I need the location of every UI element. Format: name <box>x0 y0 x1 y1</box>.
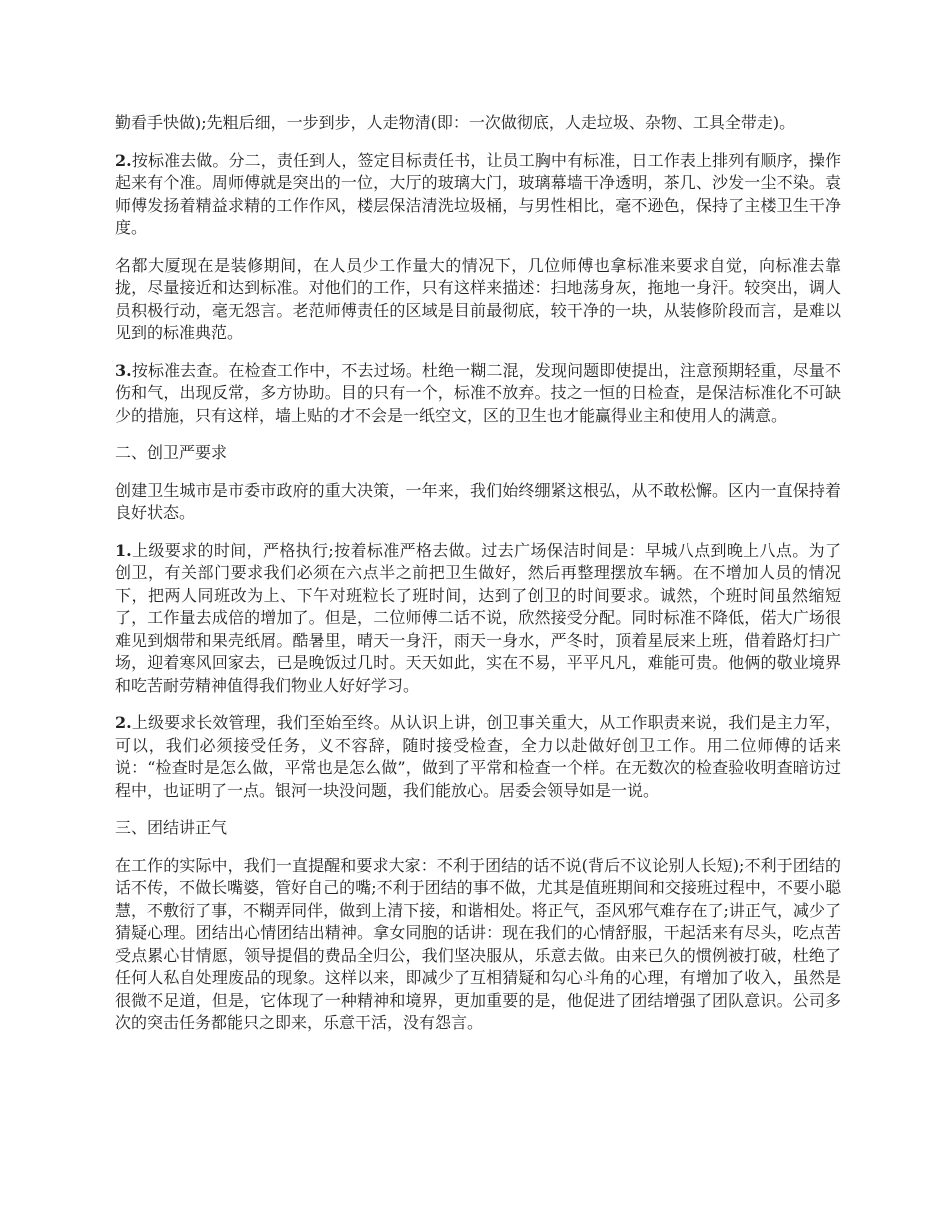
paragraph-text: 上级要求的时间，严格执行;按着标准严格去做。过去广场保洁时间是：早城八点到晚上八点。为了创卫，有关部门要求我们必须在六点半之前把卫生做好，然后再整理摆放车辆。在不增加人员的情况下，把两人同班改为上、下午对班粒长了班时间，达到了创卫的时间要求。诚然，个班时间虽然缩短了，工作量去成倍的增加了。但是，二位师傅二话不说，欣然接受分配。同时标准不降低，偌大广场很难见到烟带和果壳纸屑。酷暑里，晴天一身汗，雨天一身水，严冬时，顶着星辰来上班，借着路灯扫广场，迎着寒风回家去，已是晚饭过几时。天天如此，实在不易，平平凡凡，难能可贵。他俩的敬业境界和吃苦耐劳精神值得我们物业人好好学习。 <box>115 540 841 695</box>
paragraph-mingdu-building: 名都大厦现在是装修期间，在人员少工作量大的情况下，几位师傅也拿标准来要求自觉，向标准去靠拢，尽量接近和达到标准。对他们的工作，只有这样来描述：扫地荡身灰，拖地一身汗。较突出，调人员积极行动，毫无怨言。老范师傅责任的区域是目前最彻底，较干净的一块，从装修阶段而言，是难以见到的标准典范。 <box>115 255 841 342</box>
paragraph-continuation: 勤看手快做);先粗后细，一步到步，人走物清(即：一次做彻底，人走垃圾、杂物、工具全带走)。 <box>115 113 796 132</box>
section-heading-two: 二、创卫严要求 <box>115 443 228 462</box>
paragraph-text: 按标准去做。分二，责任到人，签定目标责任书，让员工胸中有标准，日工作表上排列有顺序，操作起来有个准。周师傅就是突出的一位，大厅的玻璃大门，玻璃幕墙干净透明，茶几、沙发一尘不染。袁师傅发扬着精益求精的工作作风，楼层保洁清洗垃圾桶，与男性相比，毫不逊色，保持了主楼卫生干净度。 <box>115 150 841 237</box>
paragraph-health-city-intro: 创建卫生城市是市委市政府的重大决策，一年来，我们始终绷紧这根弘，从不敢松懈。区内一直保持着良好状态。 <box>115 480 841 522</box>
paragraph-item-2-work-by-standard <box>115 150 841 240</box>
paragraph-item-1-time-requirement <box>115 540 841 698</box>
section-heading-three: 三、团结讲正气 <box>115 818 228 837</box>
paragraph-unity: 在工作的实际中，我们一直提醒和要求大家：不利于团结的话不说(背后不议论别人长短);不利于团结的话不传，不做长嘴婆，管好自己的嘴;不利于团结的事不做，尤其是值班期间和交接班过程中，不要小聪慧，不敷衍了事，不糊弄同伴，做到上清下接，和谐相处。将正气，歪风邪气难存在了;讲正气，减少了猜疑心理。团结出心情团结出精神。拿女同胞的话讲：现在我们的心情舒服，干起活来有尽头，吃点苦受点累心甘情愿，领导提倡的费品全归公，我们坚决服从，乐意去做。由来已久的惯例被打破，杜绝了任何人私自处理废品的现象。这样以来，即减少了互相猜疑和勾心斗角的心理，有增加了收入，虽然是很微不足道，但是，它体现了一种精神和境界，更加重要的是，他促进了团结增强了团队意识。公司多次的突击任务都能只之即来，乐意干活，没有怨言。 <box>115 855 841 1032</box>
item-number: 2. <box>115 150 132 170</box>
paragraph-text: 按标准去查。在检查工作中，不去过场。杜绝一糊二混，发现问题即使提出，注意预期轻重，尽量不伤和气，出现反常，多方协助。目的只有一个，标准不放弃。技之一恒的日检查，是保洁标准化不可缺少的措施，只有这样，墙上贴的才不会是一纸空文，区的卫生也才能赢得业主和使用人的满意。 <box>115 360 841 425</box>
item-number: 2. <box>115 713 132 732</box>
paragraph-item-3-inspect-by-standard <box>115 360 841 428</box>
paragraph-text: 上级要求长效管理，我们至始至终。从认识上讲，创卫事关重大，从工作职责来说，我们是主力军，可以，我们必须接受任务，义不容辞，随时接受检查，全力以赴做好创卫工作。用二位师傅的话来说：“检查时是怎么做，平常也是怎么做”，做到了平常和检查一个样。在无数次的检查验收明查暗访过程中，也证明了一点。银河一块没问题，我们能放心。居委会领导如是一说。 <box>115 713 841 800</box>
paragraph-item-2-long-term-management <box>115 712 841 802</box>
item-number: 3. <box>115 360 132 380</box>
document-page <box>115 112 841 1050</box>
item-number: 1. <box>115 540 132 560</box>
